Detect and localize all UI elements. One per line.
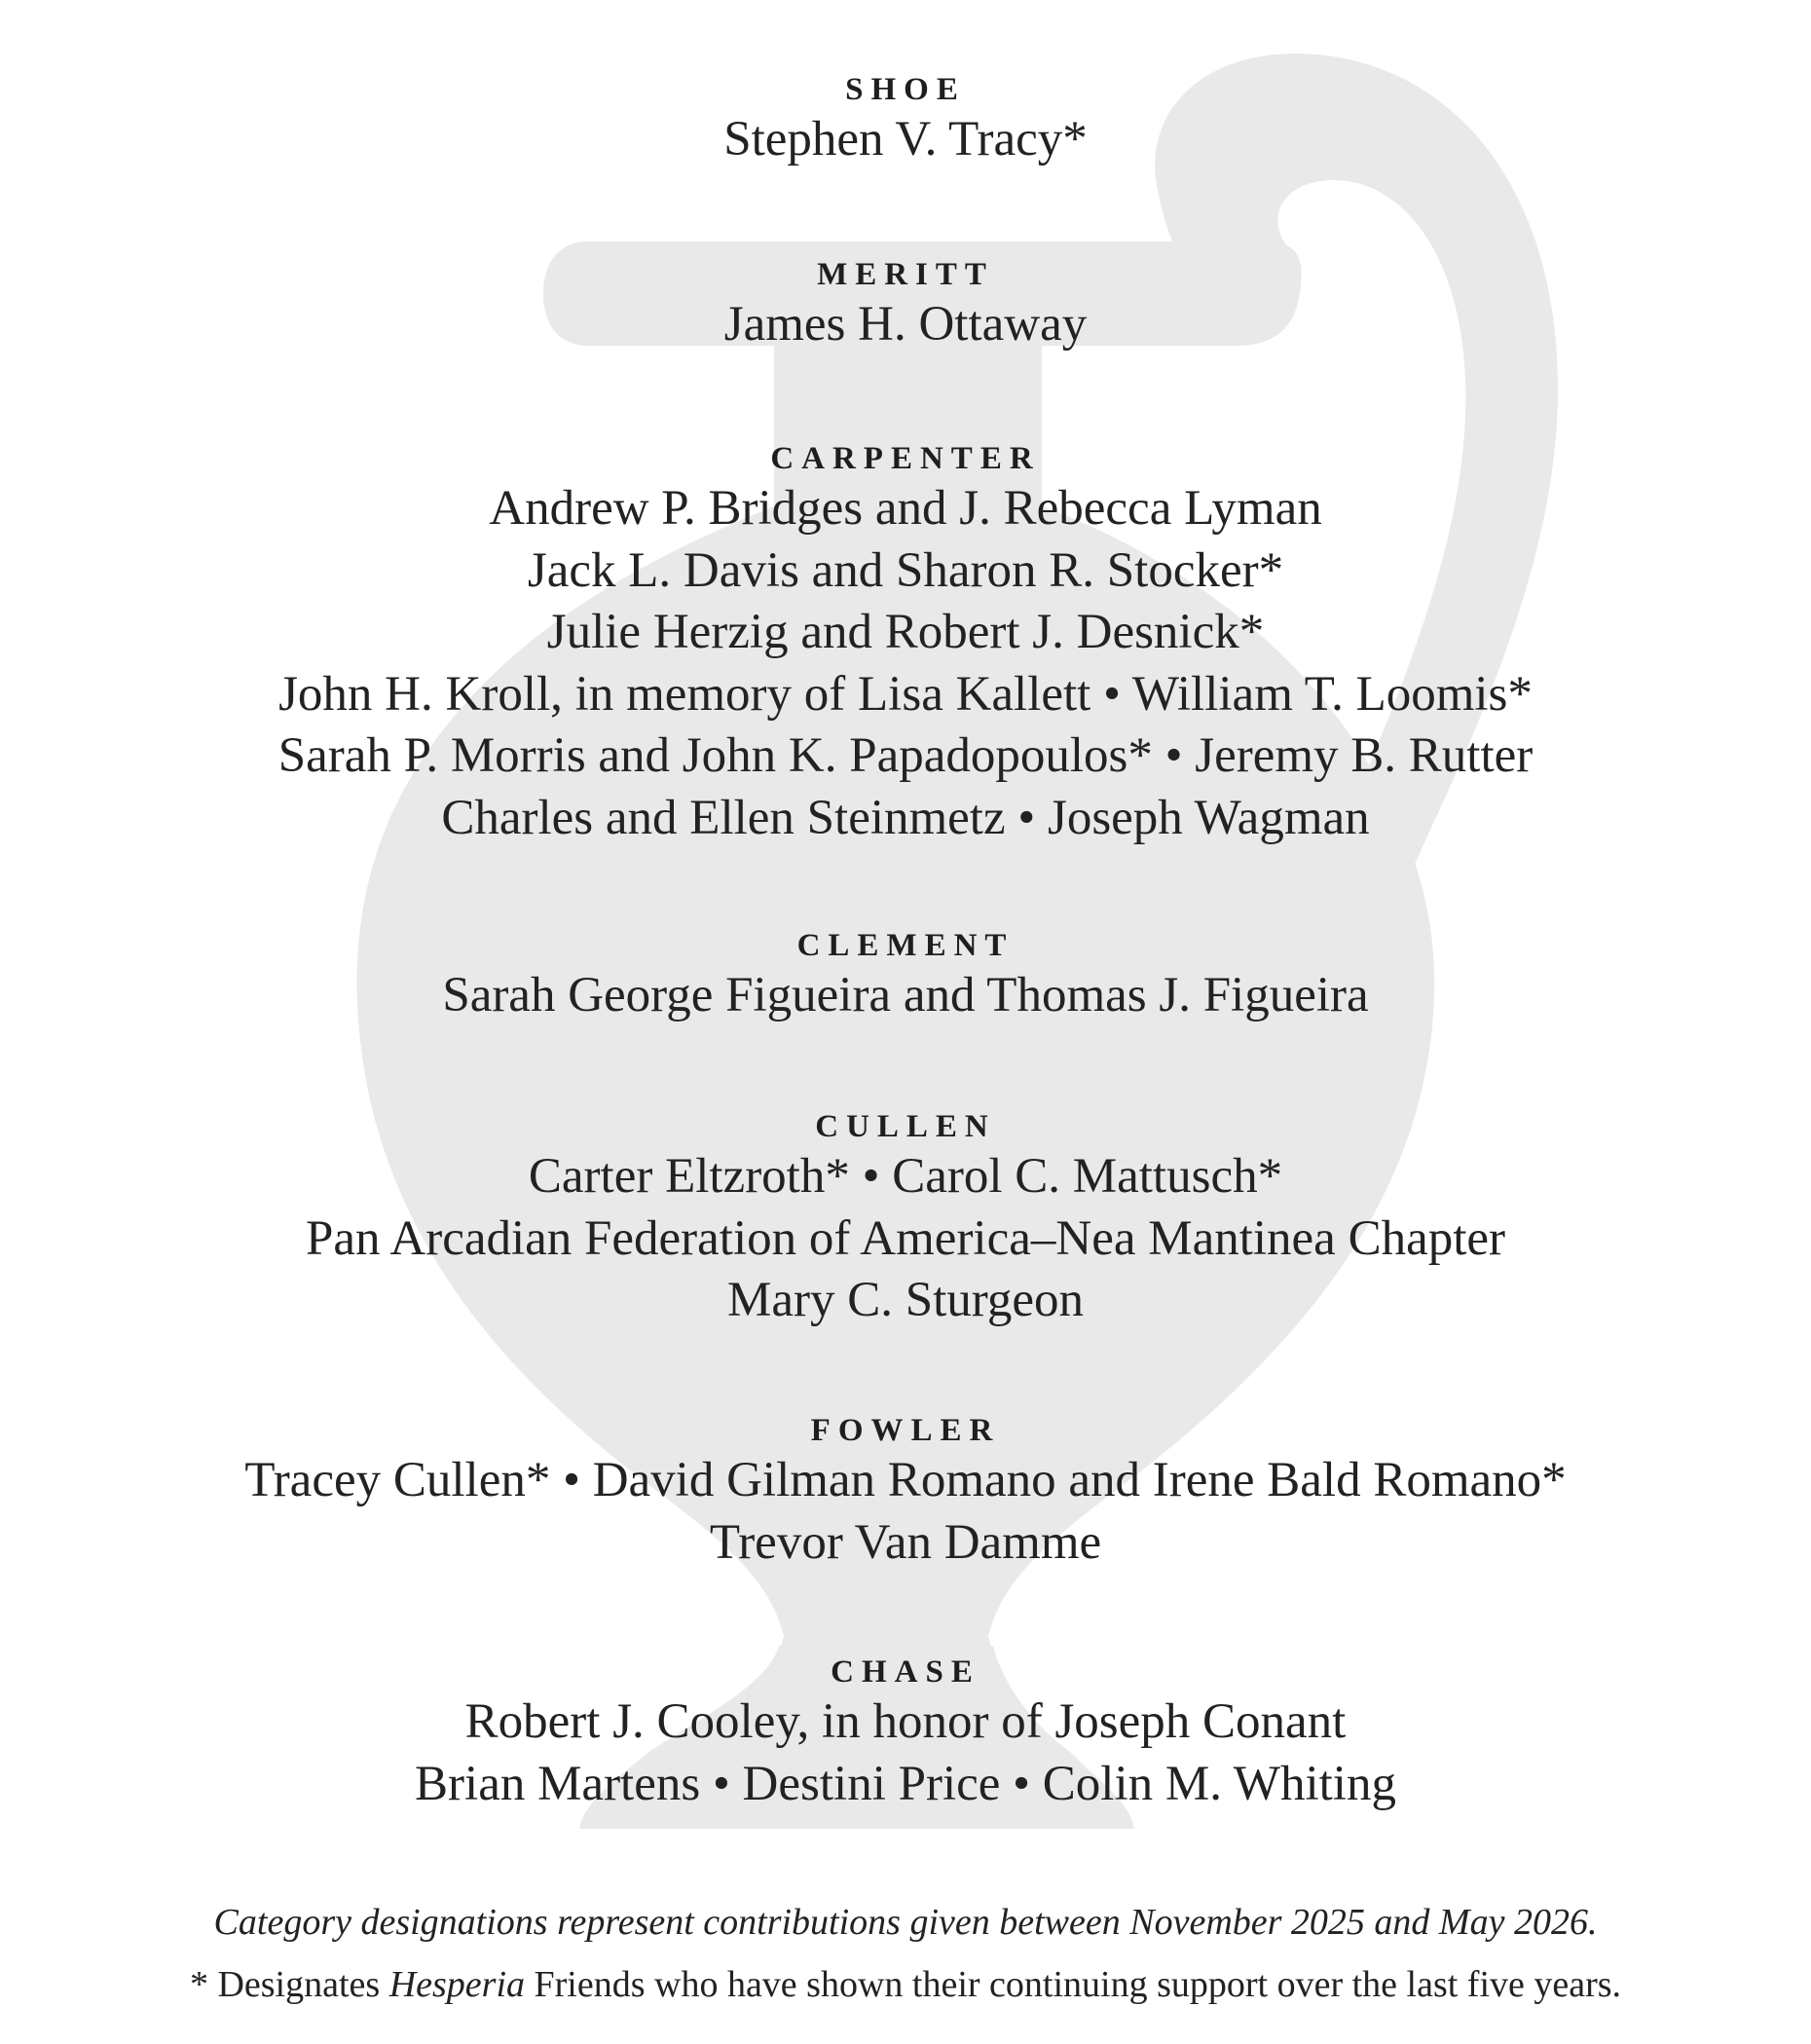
donor-line: Trevor Van Damme [709, 1514, 1102, 1570]
donor-names [0, 1450, 1811, 1574]
donor-line: Tracey Cullen* • David Gilman Romano and Irene Bald Romano* [244, 1453, 1567, 1507]
donor-line: John H. Kroll, in memory of Lisa Kallett • William T. Loomis* [278, 666, 1533, 722]
donor-names [0, 1146, 1811, 1332]
asterisk-note [0, 1953, 1811, 2016]
section-chase [0, 1653, 1811, 1815]
donor-line: Carter Eltzroth* • Carol C. Mattusch* [528, 1149, 1283, 1204]
donor-line: James H. Ottaway [723, 297, 1088, 352]
donor-line: Mary C. Sturgeon [727, 1273, 1084, 1327]
asterisk-note-prefix: * Designates [189, 1964, 389, 2005]
donor-names [0, 294, 1811, 356]
donor-line: Julie Herzig and Robert J. Desnick* [546, 605, 1265, 659]
donor-line: Andrew P. Bridges and J. Rebecca Lyman [489, 481, 1322, 536]
section-heading: FOWLER [810, 1413, 1001, 1448]
donor-names [0, 965, 1811, 1027]
section-heading: CARPENTER [770, 441, 1041, 476]
category-note: Category designations represent contributions given between November 2025 and May 2026. [213, 1902, 1598, 1943]
section-heading: CLEMENT [796, 928, 1015, 963]
donor-names [0, 109, 1811, 171]
section-heading: CULLEN [815, 1109, 996, 1144]
section-heading: SHOE [845, 72, 966, 107]
donor-line: Pan Arcadian Federation of America–Nea Mantinea Chapter [305, 1210, 1506, 1266]
section-meritt [0, 255, 1811, 356]
section-heading: MERITT [817, 257, 994, 292]
donor-line: Stephen V. Tracy* [723, 112, 1088, 167]
donor-line: Brian Martens • Destini Price • Colin M. Whiting [415, 1756, 1396, 1811]
section-heading: CHASE [831, 1654, 980, 1690]
donor-line: Robert J. Cooley, in honor of Joseph Conant [464, 1694, 1347, 1749]
asterisk-note-suffix: Friends who have shown their continuing support over the last five years. [525, 1964, 1622, 2005]
section-clement [0, 926, 1811, 1027]
footnotes [0, 1891, 1811, 2016]
section-carpenter [0, 439, 1811, 849]
section-shoe [0, 70, 1811, 171]
donor-names [0, 1691, 1811, 1815]
donor-names [0, 478, 1811, 849]
donor-line: Sarah George Figueira and Thomas J. Figueira [442, 968, 1369, 1022]
journal-name: Hesperia [388, 1964, 525, 2005]
donor-line: Charles and Ellen Steinmetz • Joseph Wagman [441, 790, 1370, 845]
section-fowler [0, 1411, 1811, 1574]
section-cullen [0, 1107, 1811, 1332]
donor-line: Sarah P. Morris and John K. Papadopoulos* • Jeremy B. Rutter [277, 728, 1534, 783]
donor-line: Jack L. Davis and Sharon R. Stocker* [527, 542, 1284, 598]
